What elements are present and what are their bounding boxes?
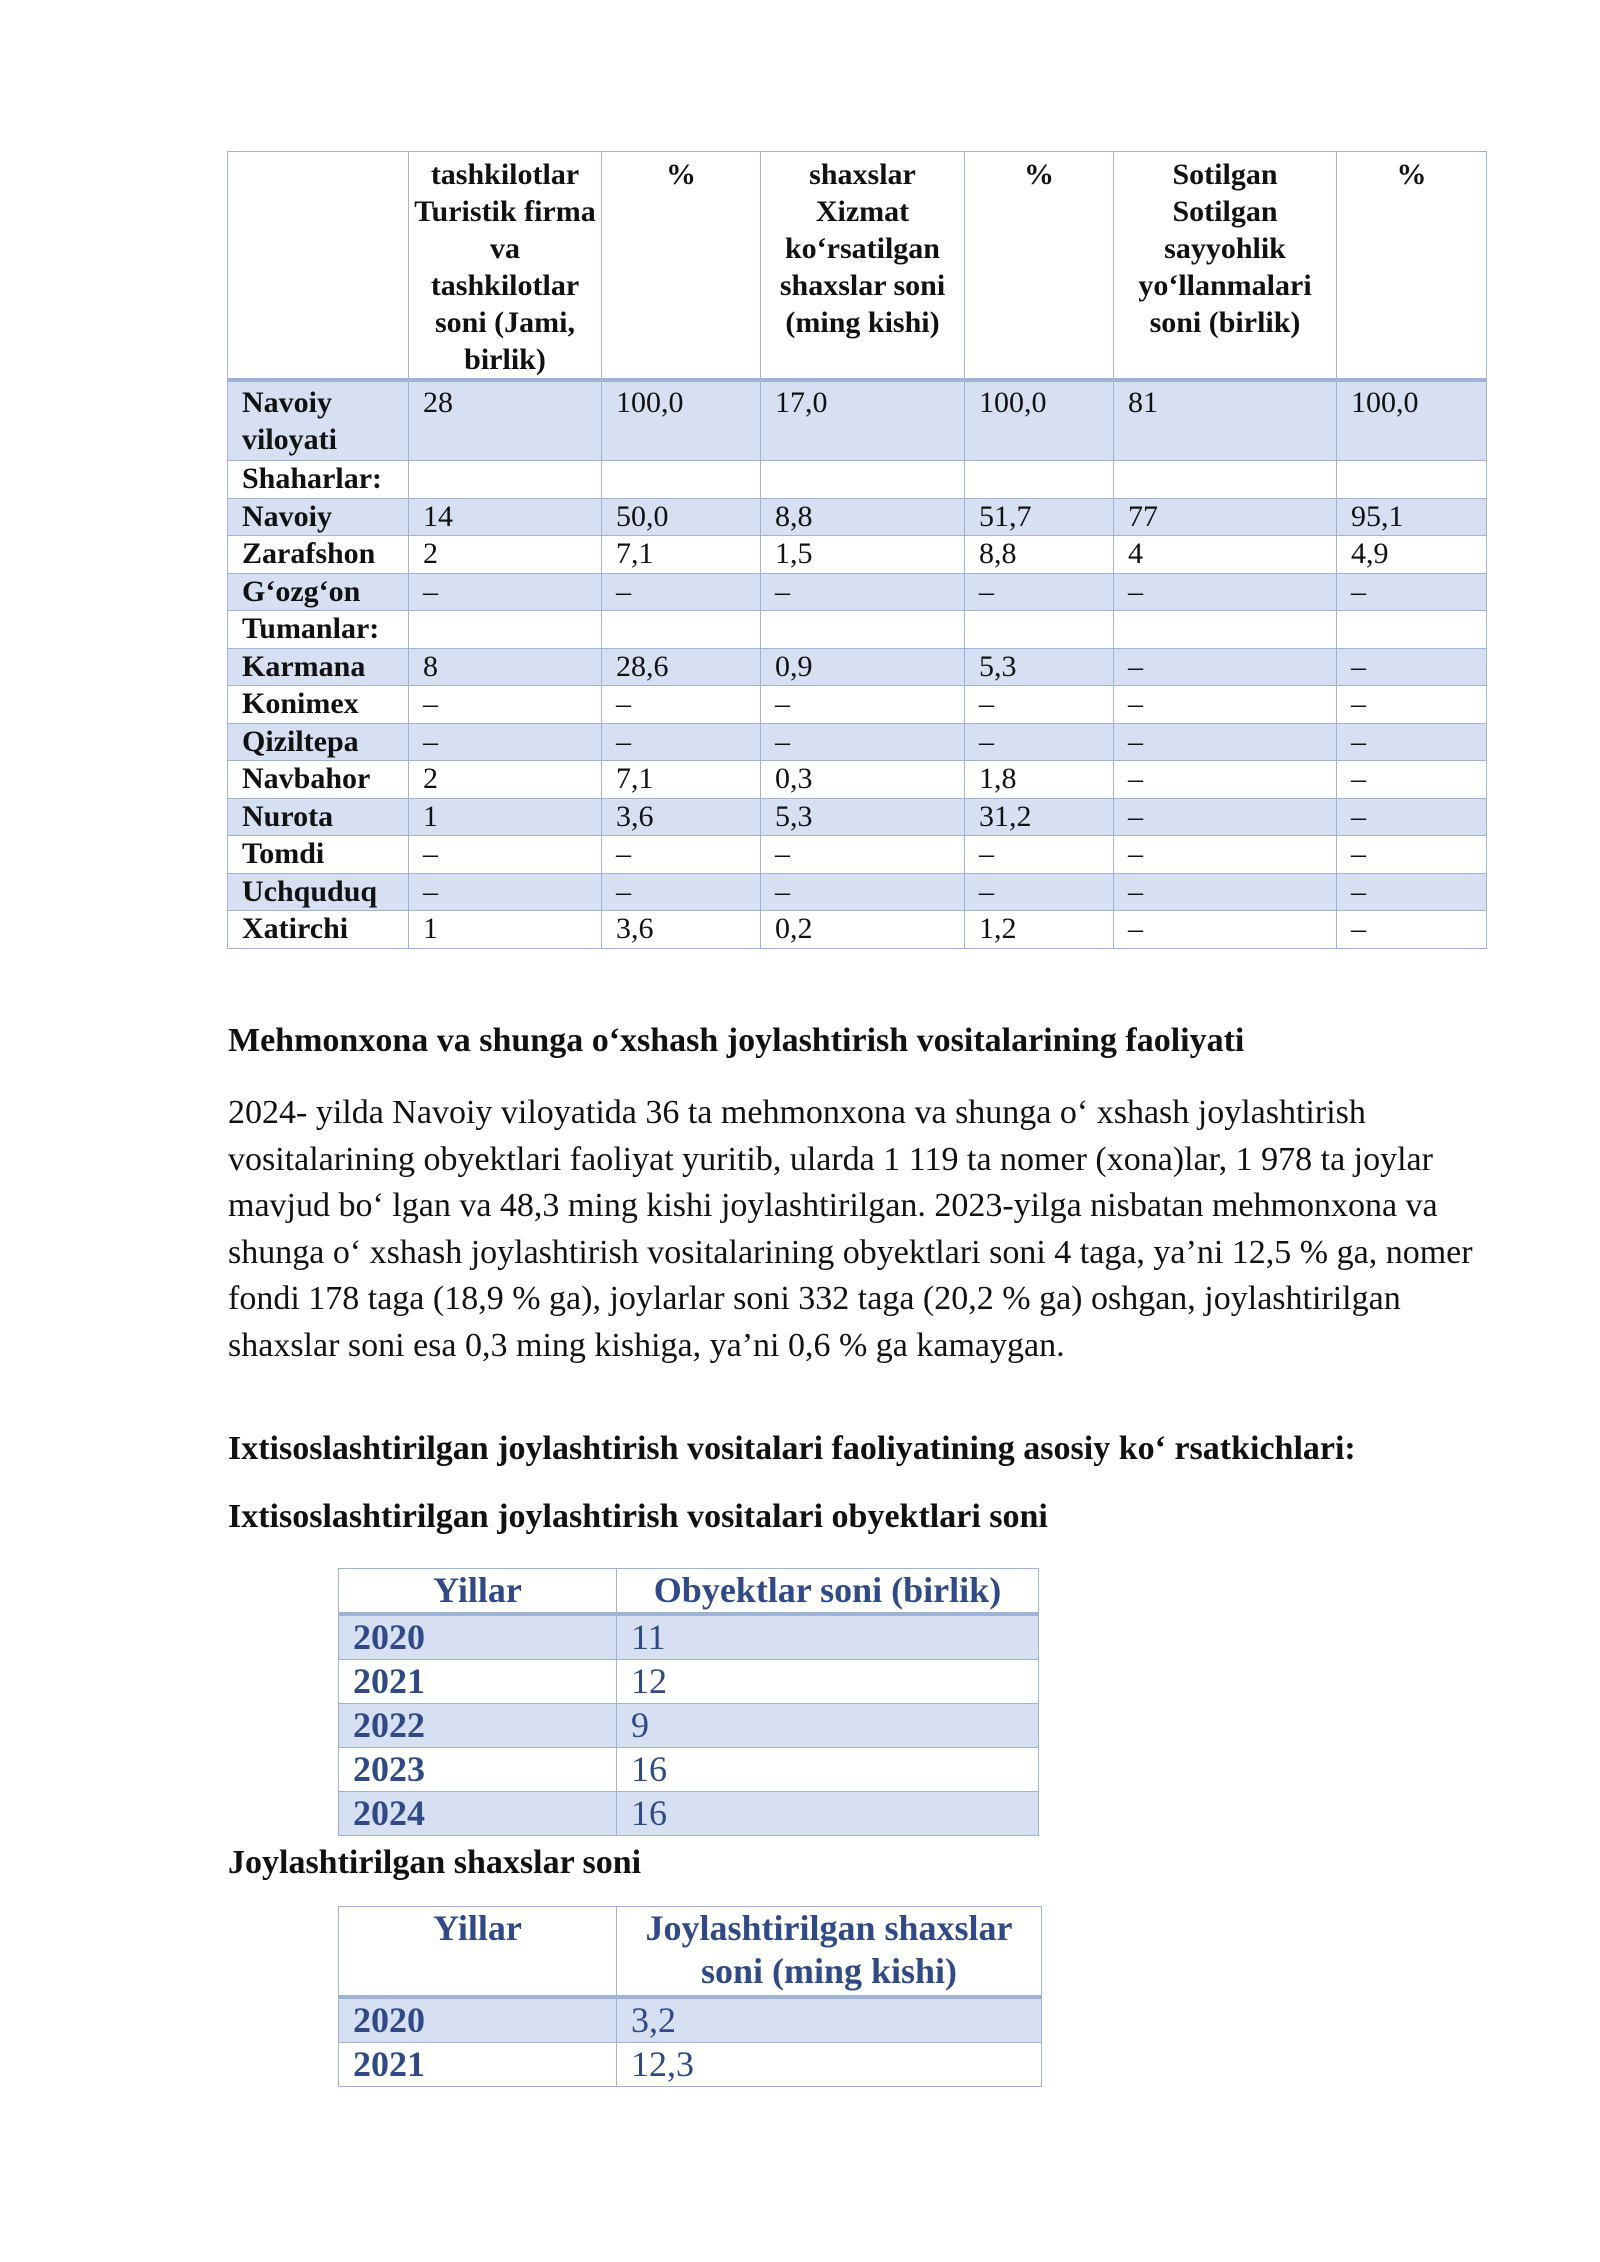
- row-label: Shaharlar:: [228, 461, 409, 499]
- table-cell: 14: [409, 498, 602, 536]
- table-cell: [1114, 461, 1337, 499]
- table-cell: –: [1114, 573, 1337, 611]
- table-cell: [965, 461, 1114, 499]
- table-cell: 81: [1114, 380, 1337, 461]
- column-header: Yillar: [339, 1907, 617, 1998]
- table-cell: –: [409, 573, 602, 611]
- table-row: [228, 873, 1487, 911]
- table-cell: 7,1: [602, 536, 761, 574]
- table-cell: –: [602, 573, 761, 611]
- row-label: G‘ozg‘on: [228, 573, 409, 611]
- table-cell: –: [602, 836, 761, 874]
- table-row: [228, 798, 1487, 836]
- table-cell: –: [1337, 761, 1487, 799]
- table-cell: –: [761, 836, 965, 874]
- year-cell: 2024: [339, 1792, 617, 1836]
- table-cell: 2: [409, 536, 602, 574]
- table-cell: [1337, 611, 1487, 649]
- value-cell: 16: [617, 1792, 1039, 1836]
- objects-heading: Ixtisoslashtirilgan joylashtirish vositalari obyektlari soni: [228, 1498, 1048, 1535]
- table-row: [228, 498, 1487, 536]
- table-cell: 0,9: [761, 648, 965, 686]
- placed-persons-heading: Joylashtirilgan shaxslar soni: [228, 1844, 642, 1881]
- table-cell: 77: [1114, 498, 1337, 536]
- table-cell: [761, 611, 965, 649]
- table-cell: –: [761, 723, 965, 761]
- table-row: [228, 573, 1487, 611]
- year-cell: 2021: [339, 2043, 617, 2087]
- table-cell: –: [965, 873, 1114, 911]
- table-cell: 3,6: [602, 911, 761, 949]
- table-header-row: [339, 1907, 1042, 1998]
- table-cell: –: [1114, 686, 1337, 724]
- table-row: [228, 648, 1487, 686]
- year-cell: 2023: [339, 1748, 617, 1792]
- row-label: Tumanlar:: [228, 611, 409, 649]
- table-row: [339, 2043, 1042, 2087]
- table-cell: [409, 611, 602, 649]
- column-header: Yillar: [339, 1569, 617, 1615]
- table-cell: 28,6: [602, 648, 761, 686]
- table-cell: –: [761, 686, 965, 724]
- table-cell: –: [965, 573, 1114, 611]
- table-cell: 1,5: [761, 536, 965, 574]
- table-row: [228, 761, 1487, 799]
- table-row: [339, 1748, 1039, 1792]
- table-cell: 1,2: [965, 911, 1114, 949]
- table-cell: –: [1114, 723, 1337, 761]
- table-cell: –: [602, 686, 761, 724]
- table-cell: 1: [409, 911, 602, 949]
- table-row: [228, 611, 1487, 649]
- table-cell: –: [602, 873, 761, 911]
- table-cell: 8,8: [965, 536, 1114, 574]
- table-cell: –: [1337, 798, 1487, 836]
- value-cell: 9: [617, 1704, 1039, 1748]
- body-paragraph: 2024- yilda Navoiy viloyatida 36 ta mehmonxona va shunga o‘ xshash joylashtirish vositalarining obyektlari faoliyat yuritib, ularda 1 119 ta nomer (xona)lar, 1 978 ta joylar mavjud bo‘ lgan va 48,3 ming kishi joylashtirilgan. 2023-yilga nisbatan mehmonxona va shunga o‘ xshash joylashtirish vositalarining obyektlari soni 4 taga, ya’ni 12,5 % ga, nomer fondi 178 taga (18,9 % ga), joylarlar soni 332 taga (20,2 % ga) oshgan, joylashtirilgan shaxslar soni esa 0,3 ming kishiga, ya’ni 0,6 % ga kamaygan.: [228, 1094, 1473, 1364]
- table-row: [339, 1792, 1039, 1836]
- table-cell: –: [1337, 873, 1487, 911]
- table-cell: 28: [409, 380, 602, 461]
- table-cell: 0,3: [761, 761, 965, 799]
- table-cell: –: [1114, 836, 1337, 874]
- table-cell: 4: [1114, 536, 1337, 574]
- table-row: [339, 1660, 1039, 1704]
- row-label: Tomdi: [228, 836, 409, 874]
- objects-count-table: [338, 1568, 1039, 1836]
- row-label: Zarafshon: [228, 536, 409, 574]
- row-label: Navbahor: [228, 761, 409, 799]
- table-cell: [1114, 611, 1337, 649]
- value-cell: 3,2: [617, 1997, 1042, 2043]
- table-cell: –: [965, 836, 1114, 874]
- table-cell: 17,0: [761, 380, 965, 461]
- table-cell: –: [1114, 648, 1337, 686]
- tourism-statistics-table: [227, 151, 1487, 949]
- table-cell: –: [1337, 723, 1487, 761]
- table-cell: –: [1337, 836, 1487, 874]
- year-cell: 2021: [339, 1660, 617, 1704]
- row-label: Karmana: [228, 648, 409, 686]
- year-cell: 2020: [339, 1997, 617, 2043]
- table-cell: –: [409, 873, 602, 911]
- table-cell: 5,3: [761, 798, 965, 836]
- table-cell: –: [1114, 873, 1337, 911]
- table-cell: [965, 611, 1114, 649]
- table-cell: [1337, 461, 1487, 499]
- table-header-row: [339, 1569, 1039, 1615]
- table-cell: 100,0: [965, 380, 1114, 461]
- table-cell: 100,0: [602, 380, 761, 461]
- year-cell: 2020: [339, 1614, 617, 1660]
- value-cell: 12: [617, 1660, 1039, 1704]
- table-cell: –: [761, 573, 965, 611]
- table-cell: 7,1: [602, 761, 761, 799]
- table-row: [228, 911, 1487, 949]
- table-cell: –: [1114, 798, 1337, 836]
- value-cell: 16: [617, 1748, 1039, 1792]
- table-row: [228, 686, 1487, 724]
- table-cell: –: [602, 723, 761, 761]
- table-header-row: [228, 152, 1487, 381]
- column-header: %: [1337, 152, 1487, 381]
- table-cell: –: [409, 836, 602, 874]
- table-row: [228, 461, 1487, 499]
- table-cell: [602, 461, 761, 499]
- table-cell: –: [1114, 911, 1337, 949]
- table-cell: 0,2: [761, 911, 965, 949]
- table-cell: –: [965, 723, 1114, 761]
- table-row: [228, 836, 1487, 874]
- table-cell: 50,0: [602, 498, 761, 536]
- table-cell: –: [1337, 648, 1487, 686]
- section-heading: Mehmonxona va shunga o‘xshash joylashtirish vositalarining faoliyati: [228, 1022, 1245, 1059]
- value-cell: 12,3: [617, 2043, 1042, 2087]
- table-cell: 4,9: [1337, 536, 1487, 574]
- column-header: shaxslar Xizmat ko‘rsatilgan shaxslar soni (ming kishi): [761, 152, 965, 381]
- row-label: Navoiy viloyati: [228, 380, 409, 461]
- row-label: Uchquduq: [228, 873, 409, 911]
- table-cell: –: [965, 686, 1114, 724]
- row-label: Qiziltepa: [228, 723, 409, 761]
- table-cell: 8,8: [761, 498, 965, 536]
- column-header: Joylashtirilgan shaxslar soni (ming kishi): [617, 1907, 1042, 1998]
- column-header: Obyektlar soni (birlik): [617, 1569, 1039, 1615]
- column-header: %: [602, 152, 761, 381]
- column-header: %: [965, 152, 1114, 381]
- column-header: [228, 152, 409, 381]
- table-cell: –: [409, 723, 602, 761]
- column-header: Sotilgan Sotilgan sayyohlik yo‘llanmalari soni (birlik): [1114, 152, 1337, 381]
- table-cell: 8: [409, 648, 602, 686]
- table-cell: 95,1: [1337, 498, 1487, 536]
- row-label: Nurota: [228, 798, 409, 836]
- table-cell: 51,7: [965, 498, 1114, 536]
- table-row: [339, 1614, 1039, 1660]
- table-cell: 31,2: [965, 798, 1114, 836]
- column-header: tashkilotlar Turistik firma va tashkilotlar soni (Jami, birlik): [409, 152, 602, 381]
- table-cell: –: [761, 873, 965, 911]
- table-cell: 1,8: [965, 761, 1114, 799]
- table-cell: 100,0: [1337, 380, 1487, 461]
- table-cell: [409, 461, 602, 499]
- table-cell: 2: [409, 761, 602, 799]
- table-cell: 1: [409, 798, 602, 836]
- table-cell: 5,3: [965, 648, 1114, 686]
- table-row: [228, 536, 1487, 574]
- table-cell: –: [1337, 911, 1487, 949]
- table-row: [339, 1704, 1039, 1748]
- table-row: [228, 380, 1487, 461]
- table-cell: –: [1337, 686, 1487, 724]
- table-cell: [761, 461, 965, 499]
- row-label: Konimex: [228, 686, 409, 724]
- table-cell: –: [1337, 573, 1487, 611]
- value-cell: 11: [617, 1614, 1039, 1660]
- row-label: Navoiy: [228, 498, 409, 536]
- placed-persons-table: [338, 1906, 1042, 2087]
- table-row: [339, 1997, 1042, 2043]
- table-cell: –: [1114, 761, 1337, 799]
- table-cell: [602, 611, 761, 649]
- row-label: Xatirchi: [228, 911, 409, 949]
- table-cell: –: [409, 686, 602, 724]
- table-row: [228, 723, 1487, 761]
- table-cell: 3,6: [602, 798, 761, 836]
- year-cell: 2022: [339, 1704, 617, 1748]
- indicators-heading: Ixtisoslashtirilgan joylashtirish vositalari faoliyatining asosiy ko‘ rsatkichlari:: [228, 1430, 1356, 1467]
